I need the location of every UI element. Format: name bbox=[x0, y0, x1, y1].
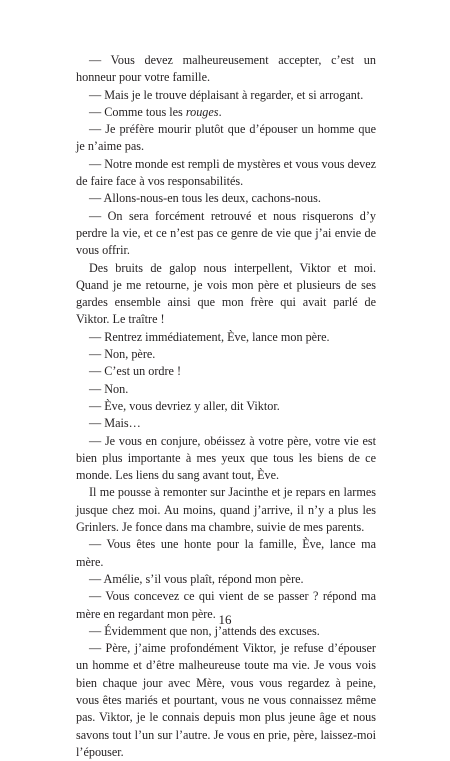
paragraph bbox=[76, 536, 376, 571]
paragraph bbox=[76, 190, 376, 207]
paragraph bbox=[76, 346, 376, 363]
text-segment: — Je préfère mourir plutôt que d’épouser un homme que je n’aime pas. bbox=[76, 122, 376, 154]
text-segment: — Mais… bbox=[89, 416, 141, 431]
paragraph bbox=[76, 329, 376, 346]
paragraph bbox=[76, 260, 376, 329]
paragraph bbox=[76, 87, 376, 104]
paragraph bbox=[76, 52, 376, 87]
paragraph bbox=[76, 381, 376, 398]
paragraph bbox=[76, 640, 376, 761]
text-segment: — Rentrez immédiatement, Ève, lance mon père. bbox=[89, 329, 330, 344]
paragraph bbox=[76, 208, 376, 260]
page-number: 16 bbox=[218, 612, 232, 627]
text-segment: . bbox=[218, 104, 222, 119]
text-segment: — Non. bbox=[89, 381, 129, 396]
paragraph bbox=[76, 398, 376, 415]
text-segment: — Vous êtes une honte pour la famille, Ève, lance ma mère. bbox=[76, 537, 376, 569]
paragraph bbox=[76, 571, 376, 588]
text-segment: — Je vous en conjure, obéissez à votre père, votre vie est bien plus importante à mes yeux que tous les biens de ce monde. Les liens du sang avant tout, Ève. bbox=[76, 433, 376, 483]
text-segment: Des bruits de galop nous interpellent, Viktor et moi. Quand je me retourne, je vois mon père et plusieurs de ses gardes ensemble ainsi que mon frère qui avait parlé de Viktor. Le traître ! bbox=[76, 260, 376, 327]
text-segment: — On sera forcément retrouvé et nous risquerons d’y perdre la vie, et ce n’est pas ce genre de vie que j’ai envie de vous offrir. bbox=[76, 208, 376, 258]
text-segment: — Vous devez malheureusement accepter, c’est un honneur pour votre famille. bbox=[76, 53, 376, 85]
text-segment: — Évidemment que non, j’attends des excuses. bbox=[89, 623, 320, 638]
text-segment: — Vous concevez ce qui vient de se passer ? répond ma mère en regardant mon père. bbox=[76, 589, 376, 621]
italic-text: rouges bbox=[185, 104, 219, 119]
text-segment: Il me pousse à remonter sur Jacinthe et je repars en larmes jusque chez moi. Au moins, quand j’arrive, il n’y a plus les Grinlers. Je fonce dans ma chambre, suivie de mes parents. bbox=[76, 485, 376, 535]
text-segment: — Amélie, s’il vous plaît, répond mon père. bbox=[89, 571, 304, 586]
paragraph bbox=[76, 484, 376, 536]
paragraph bbox=[76, 156, 376, 191]
paragraph bbox=[76, 121, 376, 156]
text-segment: — Non, père. bbox=[89, 347, 156, 362]
text-segment: — Père, j’aime profondément Viktor, je refuse d’épouser un homme et d’être malheureuse toute ma vie. Je vous vois bien chaque jour avec Mère, vous vous regardez à peine, vous êtes mariés et pourtant, vous ne vous connaissez même pas. Viktor, je le connais depuis mon plus jeune âge et nous savons tout l’un sur l’autre. Je vous en prie, père, laissez-moi l’épouser. bbox=[76, 641, 376, 759]
paragraph bbox=[76, 363, 376, 380]
text-segment: — Allons-nous-en tous les deux, cachons-nous. bbox=[89, 191, 321, 206]
text-segment: — Notre monde est rempli de mystères et vous vous devez de faire face à vos responsabilités. bbox=[76, 156, 377, 189]
paragraph bbox=[76, 415, 376, 432]
text-segment: — Comme tous les bbox=[89, 104, 186, 119]
text-segment: — C’est un ordre ! bbox=[89, 364, 182, 379]
body-text bbox=[76, 52, 376, 761]
text-segment: — Ève, vous devriez y aller, dit Viktor. bbox=[89, 398, 280, 413]
paragraph bbox=[76, 433, 376, 485]
paragraph bbox=[76, 104, 376, 121]
text-segment: — Mais je le trouve déplaisant à regarder, et si arrogant. bbox=[89, 87, 364, 102]
